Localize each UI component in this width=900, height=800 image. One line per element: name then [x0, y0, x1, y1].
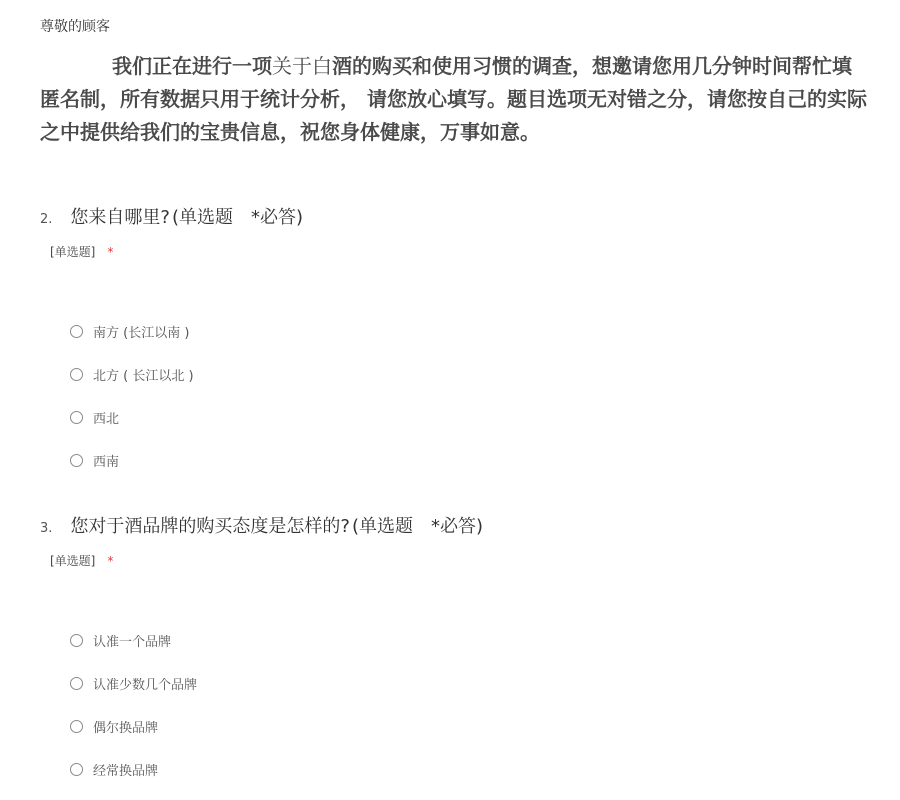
option-occasionally-switch[interactable]: [70, 705, 890, 748]
intro-line-3: 之中提供给我们的宝贵信息，祝您身体健康，万事如意。: [40, 120, 540, 144]
option-few-brands[interactable]: [70, 662, 890, 705]
question-title: 您对于酒品牌的购买态度是怎样的?: [70, 516, 350, 537]
question-type-label: [50, 243, 890, 260]
options-list: [70, 619, 890, 791]
option-one-brand[interactable]: [70, 619, 890, 662]
radio-button[interactable]: [70, 763, 83, 776]
option-north[interactable]: [70, 353, 890, 396]
radio-button[interactable]: [70, 368, 83, 381]
radio-button[interactable]: [70, 677, 83, 690]
option-northwest[interactable]: [70, 396, 890, 439]
greeting-text: 尊敬的顾客: [40, 19, 110, 35]
option-label: 偶尔换品牌: [93, 721, 159, 736]
question-type-hint: (单选题 *必答): [171, 207, 304, 228]
options-list: [70, 310, 890, 482]
radio-button[interactable]: [70, 634, 83, 647]
option-label: 认准一个品牌: [93, 635, 172, 650]
intro-line-1-part-b: 关于白: [272, 54, 332, 78]
radio-button[interactable]: [70, 720, 83, 733]
option-often-switch[interactable]: [70, 748, 890, 791]
question-title-row: [40, 203, 890, 229]
option-label: 西北: [93, 412, 120, 427]
required-mark: *: [107, 554, 114, 568]
type-label-text: [单选题]: [50, 554, 96, 568]
question-type-label: [50, 552, 890, 569]
radio-button[interactable]: [70, 325, 83, 338]
option-label: 经常换品牌: [93, 764, 159, 779]
option-southwest[interactable]: [70, 439, 890, 482]
intro-line-2: 匿名制，所有数据只用于统计分析， 请您放心填写。题目选项无对错之分，请您按自己的实际: [40, 87, 867, 111]
question-3: [40, 512, 890, 791]
intro-line-1: [40, 50, 900, 83]
question-type-hint: (单选题 *必答): [351, 516, 484, 537]
option-label: 北方 ( 长江以北 ): [93, 369, 194, 384]
radio-button[interactable]: [70, 454, 83, 467]
option-label: 认准少数几个品牌: [93, 678, 198, 693]
intro-line-1-part-a: 我们正在进行一项: [112, 54, 272, 78]
intro-paragraph: [40, 50, 900, 149]
option-label: 西南: [93, 455, 120, 470]
question-2: [40, 203, 890, 482]
question-number: 3.: [40, 521, 53, 536]
option-south[interactable]: [70, 310, 890, 353]
type-label-text: [单选题]: [50, 245, 96, 259]
radio-button[interactable]: [70, 411, 83, 424]
question-title-row: [40, 512, 890, 538]
question-title: 您来自哪里?: [70, 207, 170, 228]
intro-line-1-part-c: 酒的购买和使用习惯的调查，想邀请您用几分钟时间帮忙填: [332, 54, 852, 78]
question-number: 2.: [40, 212, 53, 227]
required-mark: *: [107, 245, 114, 259]
option-label: 南方 (长江以南 ): [93, 326, 190, 341]
